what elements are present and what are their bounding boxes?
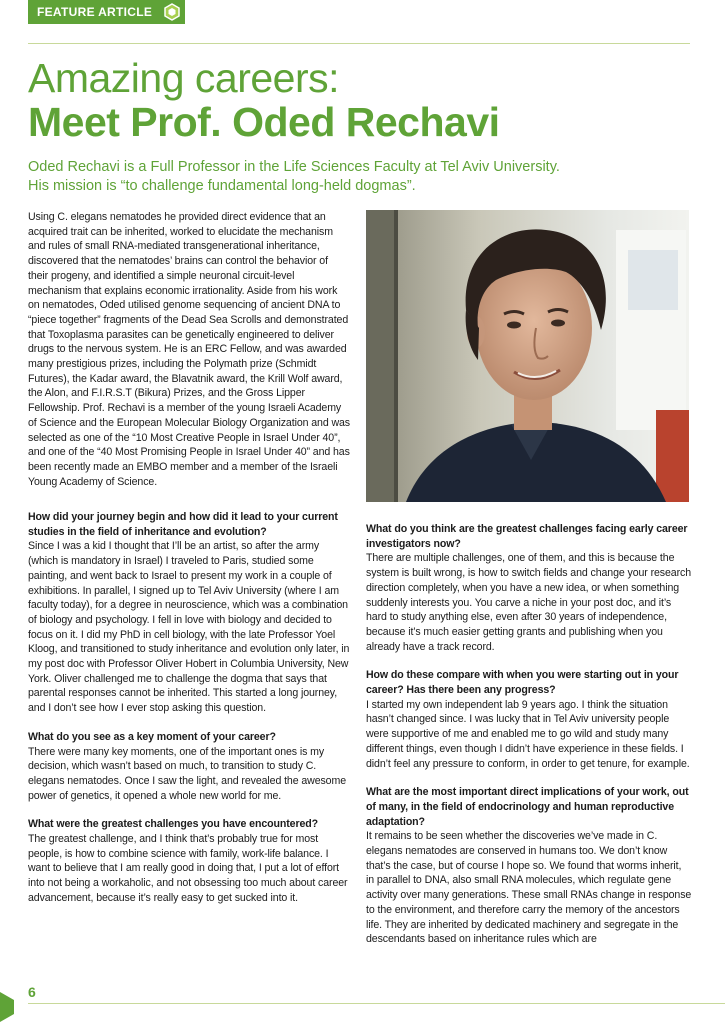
question-progress: How do these compare with when you were starting out in your career? Has there been any progress? (366, 669, 679, 697)
question-early-career: What do you think are the greatest challenges facing early career investigators now? (366, 523, 688, 550)
qa-key-moment (28, 730, 350, 804)
qa-journey (28, 510, 350, 716)
answer-greatest-challenges: The greatest challenge, and I think that’s probably true for most people, is how to combine science with family, work-life balance. I want to believe that I am really good in doing that, I put a lot of effort into not being a workaholic, and not obsessing too much about career advancement, because it’s really easy to get sucked into it. (28, 833, 348, 904)
portrait-photo (366, 210, 689, 502)
question-journey: How did your journey begin and how did it lead to your current studies in the field of inheritance and evolution? (28, 511, 338, 538)
answer-early-career: There are multiple challenges, one of them, and this is because the system is built wrong, is how to switch fields and change your research direction completely, when you have a new idea, or when something suddenly interests you. You carve a niche in your post doc, and it’s hard to study anything else, even after 30 years of independence, because it’s much easier getting grants and publishing when you already have a track record. (366, 552, 691, 653)
question-greatest-challenges: What were the greatest challenges you have encountered? (28, 818, 319, 831)
right-column (366, 522, 692, 961)
qa-progress (366, 668, 692, 771)
title-line-2: Meet Prof. Oded Rechavi (28, 99, 500, 145)
question-implications: What are the most important direct implications of your work, out of many, in the field of endocrinology and human reproductive adaptation? (366, 786, 689, 828)
qa-early-career (366, 522, 692, 654)
feature-article-tag (28, 0, 185, 24)
left-column (28, 510, 350, 920)
hexagon-icon (163, 3, 181, 21)
standfirst (28, 158, 648, 196)
corner-accent-icon (0, 992, 14, 1022)
article-title (28, 56, 708, 144)
answer-key-moment: There were many key moments, one of the important ones is my decision, which wasn’t based on much, to transition to study C. elegans nematodes. Once I saw the light, and revealed the awesome power of genetics, it opened a whole new world for me. (28, 745, 346, 802)
standfirst-line-1: Oded Rechavi is a Full Professor in the Life Sciences Faculty at Tel Aviv University. (28, 159, 560, 175)
qa-greatest-challenges (28, 817, 350, 905)
answer-implications: It remains to be seen whether the discoveries we’ve made in C. elegans nematodes are conserved in humans too. We don’t know that’s the case, but of course I hope so. We found that worms inherit, in parallel to DNA, also small RNA molecules, which regulate gene activity over many generations. These small RNAs change in response to the environment, and therefore carry the memory of the ancestors life. They are inherited by dedicated machinery and segregate in the descendants based on inheritance rules which are (366, 830, 692, 946)
intro-paragraph: Using C. elegans nematodes he provided direct evidence that an acquired trait can be inherited, worked to elucidate the mechanism and rules of small RNA-mediated transgenerational inheritance, discovered that the nematodes’ brains can control the behavior of their progeny, and identified a simple neuronal circuit-level mechanism that explains economic irrationality. Aside from his work on nematodes, Oded utilised genome sequencing of ancient DNA to “piece together” fragments of the Dead Sea Scrolls and demonstrated that Toxoplasma parasites can be genetically engineered to deliver drugs to the nervous system. He is an ERC Fellow, and was awarded many prestigious prizes, including the Polymath prize (Schmidt Futures), the Kadar award, the Blavatnik award, the Krill Wolf award, the Alon, and F.I.R.S.T (Bikura) Prizes, and the Gross Lipper Fellowship. Prof. Rechavi is a member of the young Israeli Academy of Science and the European Molecular Biology Organization and was selected as one of the “10 Most Creative People in Israel Under 40”, and one of the “40 Most Promising People in Israel Under 40” and has been recently made an EMBO member and a member of the Israeli Young Academy of Science. (28, 211, 351, 488)
answer-journey: Since I was a kid I thought that I’ll be an artist, so after the army (which is mandatory in Israel) I traveled to Paris, studied some painting, and went back to Israel to present my work in a couple of exhibitions. In parallel, I signed up to Tel Aviv University (where I am faculty today), for a degree in neuroscience, which was a combination of biology and psychology. I fell in love with biology and decided to focus on it. I did my PhD in cell biology, with the late Professor Yoel Kloog, and transitioned to study inheritance and evolution only later, in my post doc with Professor Oliver Hobert in Columbia University, New York. Oliver challenged me to challenge the dogma that says that parental responses cannot be inherited. This started a long journey, and I don’t see how I ever stop asking this question. (28, 540, 350, 715)
standfirst-line-2: His mission is “to challenge fundamental long-held dogmas”. (28, 178, 416, 194)
portrait-illustration (366, 210, 689, 502)
page-number: 6 (28, 984, 36, 1000)
question-key-moment: What do you see as a key moment of your career? (28, 730, 276, 743)
top-divider (28, 43, 690, 44)
title-line-1: Amazing careers: (28, 55, 340, 101)
bottom-divider (28, 1003, 725, 1004)
answer-progress: I started my own independent lab 9 years ago. I think the situation hasn’t changed since. I was lucky that in Tel Aviv university people were supportive of me and enabled me to go wild and study many different things, even though I didn’t have experience in these fields. I didn’t feel any pressure to conform, in order to get tenure, for example. (366, 698, 690, 770)
qa-implications (366, 785, 692, 947)
feature-article-label: FEATURE ARTICLE (37, 5, 153, 19)
